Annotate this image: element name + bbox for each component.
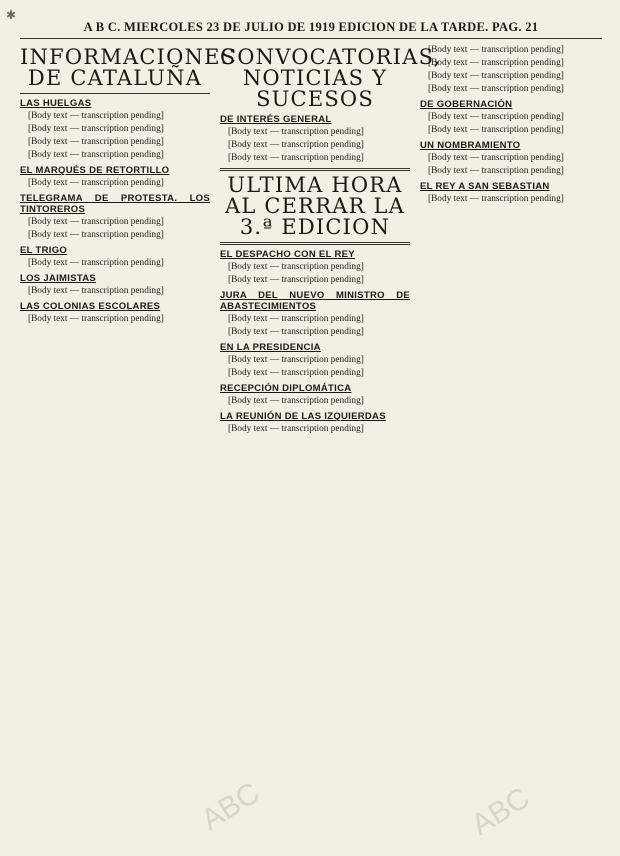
section-heading: DE GOBERNACIÓN (420, 99, 513, 110)
article-paragraph: [Body text — transcription pending] (28, 314, 164, 324)
breaking-title: ULTIMA HORA AL CERRAR LA 3.ª EDICION (225, 173, 405, 239)
article-paragraph: [Body text — transcription pending] (428, 112, 564, 122)
article-paragraph: [Body text — transcription pending] (428, 84, 564, 94)
masthead (20, 20, 602, 39)
section-heading: UN NOMBRAMIENTO (420, 140, 521, 151)
watermark: ABC (195, 776, 266, 837)
section-heading: LAS HUELGAS (20, 98, 92, 109)
article-paragraph: [Body text — transcription pending] (428, 153, 564, 163)
article-paragraph: [Body text — transcription pending] (228, 153, 364, 163)
right-sections (420, 99, 602, 205)
article-paragraph: [Body text — transcription pending] (28, 217, 164, 227)
corner-mark: ✱ (6, 8, 17, 22)
article-paragraph: [Body text — transcription pending] (28, 230, 164, 240)
article-paragraph: [Body text — transcription pending] (28, 258, 164, 268)
section-heading: EL MARQUÉS DE RETORTILLO (20, 165, 170, 176)
section-heading: LOS JAIMISTAS (20, 273, 97, 284)
article-paragraph: [Body text — transcription pending] (28, 286, 164, 296)
section-heading: TELEGRAMA DE PROTESTA. LOS TINTOREROS (20, 193, 210, 215)
divider (220, 242, 410, 245)
section-heading: LA REUNIÓN DE LAS IZQUIERDAS (220, 411, 386, 422)
article-paragraph: [Body text — transcription pending] (28, 111, 164, 121)
divider (220, 168, 410, 171)
article-paragraph: [Body text — transcription pending] (228, 140, 364, 150)
article-paragraph: [Body text — transcription pending] (428, 125, 564, 135)
columns (20, 45, 602, 837)
section-heading: EL TRIGO (20, 245, 68, 256)
article-paragraph: [Body text — transcription pending] (28, 124, 164, 134)
left-sections (20, 98, 210, 325)
article-paragraph: [Body text — transcription pending] (228, 424, 364, 434)
middle-title: CONVOCATORIAS, NOTICIAS Y SUCESOS (220, 45, 442, 111)
section-heading: RECEPCIÓN DIPLOMÁTICA (220, 383, 352, 394)
divider (20, 93, 210, 94)
article-paragraph: [Body text — transcription pending] (428, 58, 564, 68)
article-paragraph: [Body text — transcription pending] (428, 194, 564, 204)
column-right (420, 45, 602, 837)
column-middle (220, 45, 442, 837)
article-paragraph: [Body text — transcription pending] (228, 327, 364, 337)
section-heading: EL DESPACHO CON EL REY (220, 249, 355, 260)
section-heading: EN LA PRESIDENCIA (220, 342, 321, 353)
middle-sections (220, 249, 410, 435)
section-heading: EL REY A SAN SEBASTIAN (420, 181, 550, 192)
article-paragraph: [Body text — transcription pending] (428, 45, 564, 55)
article-paragraph: [Body text — transcription pending] (428, 166, 564, 176)
article-paragraph: [Body text — transcription pending] (228, 368, 364, 378)
article-paragraph: [Body text — transcription pending] (28, 178, 164, 188)
section-heading: LAS COLONIAS ESCOLARES (20, 301, 161, 312)
middle-subtitle: DE INTERÉS GENERAL (220, 114, 332, 125)
article-paragraph: [Body text — transcription pending] (228, 396, 364, 406)
section-heading: JURA DEL NUEVO MINISTRO DE ABASTECIMIENTOS (220, 290, 410, 312)
article-paragraph: [Body text — transcription pending] (228, 355, 364, 365)
article-paragraph: [Body text — transcription pending] (428, 71, 564, 81)
masthead-text: A B C. MIERCOLES 23 DE JULIO DE 1919 EDICION DE LA TARDE. PAG. 21 (83, 20, 539, 34)
article-paragraph: [Body text — transcription pending] (228, 275, 364, 285)
article-paragraph: [Body text — transcription pending] (28, 150, 164, 160)
watermark: ABC (465, 781, 536, 842)
article-paragraph: [Body text — transcription pending] (228, 127, 364, 137)
article-paragraph: [Body text — transcription pending] (28, 137, 164, 147)
left-title: INFORMACIONES DE CATALUÑA (20, 45, 237, 90)
middle-paragraphs (220, 127, 410, 164)
article-paragraph: [Body text — transcription pending] (228, 262, 364, 272)
right-top-paragraphs (420, 45, 602, 95)
article-paragraph: [Body text — transcription pending] (228, 314, 364, 324)
